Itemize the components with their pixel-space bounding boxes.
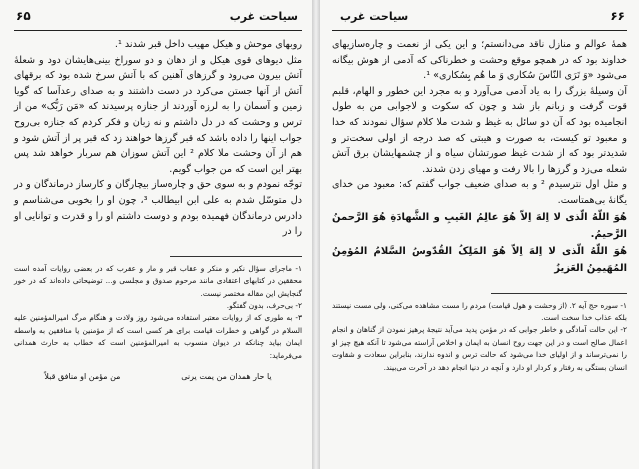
footnote-separator [170, 256, 302, 257]
right-page-number: ۶۶ [610, 9, 625, 23]
right-page-header [332, 8, 627, 31]
footnote: ۱- ماجرای سؤال نکیر و منکر و عقاب قبر و مار و عقرب که در بعضی روایات آمده است محققین در کتابهای اعتقادی مانند مرحوم صدوق و مجلسی و... توضیحاتی داده‌اند که در خور گنجایش این مقاله مختصر نیست. [14, 263, 302, 298]
right-page [320, 0, 639, 469]
footnote: ۱- سوره حج آیه ۲. (از وحشت و هول قیامت) مردم را مست مشاهده می‌کنی، ولی مست نیستند بلکه عذاب خدا سخت است. [332, 300, 627, 322]
left-footnotes [14, 263, 302, 362]
paragraph: آن وسیلهٔ بزرگ را به یاد آدمی می‌آورد و به مجرد این خطور و الهام، قلبم قوت گرفت و زبانم باز شد و چون که سکوت و لاجوابی من به طول انجامیده بود که آن دو سائل به غیظ و شدت ملا کلام سؤال نمودند که خدا و معبود تو کیست، به صورت و هیبتی که صد درجه از اولی سخت‌تر و شدیدتر بود که از شدت غیظ صورتشان سیاه و از چشمهایشان برق آتش شعله می‌زد و گرزها را بالا رفت و مهیای زدن شدند. [332, 85, 627, 175]
paragraph: توجّه نمودم و به سوی حق و چاره‌ساز بیچارگان و کارساز درماندگان و در دل متوسّل شدم به علی ابن ابیطالب ³، چون او را بخوبی می‌شناسم و دادرس درماندگان فهمیده بودم و دوست داشتم او را و قدرت و توانایی او را در [13, 179, 302, 238]
right-body-text [332, 37, 627, 277]
left-running-title: سیاحت غرب [229, 10, 298, 23]
right-footnotes [332, 300, 627, 374]
arabic-verse: هُوَ اللّهُ الّذی لا اِلهَ اِلاّ هُوَ المَلِکُ القُدّوسُ السَّلامُ المُؤمِنُ المُهَیمِنُ العَزیزُ [332, 245, 627, 274]
left-page [0, 0, 312, 469]
left-body-text [14, 37, 302, 240]
paragraph: روبهای موحش و هیکل مهیب داخل قبر شدند ¹. [114, 39, 302, 50]
arabic-verse: هُوَ اللّهُ الّذی لا اِلهَ اِلاّ هُوَ عالِمُ الغَیبِ و الشَّهادَةِ هُوَ الرَّحمنُ الرَّحیمُ. [332, 211, 627, 240]
paragraph: مثل دیوهای قوی هیکل و از دهان و دو سوراخ بینی‌هایشان دود و شعلهٔ آتش بیرون می‌رود و گرزهای آهنین که با آتش سرخ شده بود که برقهای آتش از آنها جستن می‌کرد در دست داشتند و به صدای رعدآسا که گویا زمین و آسمان را به لرزه آوردند از جنازه پرسیدند که «مَن رَبُّک» من از ترس و وحشت که در دل داشتم و نه زبان و فکر کردم که جنازه بی‌روح جواب اینها را داده باشد که قبر گرزها خواهند زد که قبر پر از آتش شود و هم از آن وحشت ملا کلام ² این آتش سوزان هم سربار خواهد شد پس بهتر این است که من جواب گویم. [14, 54, 302, 175]
paragraph: همهٔ عوالم و منازل ناقد می‌دانستم؛ و این یکی از نعمت و چاره‌سازیهای خداوند بود که در همچو موقع وحشت و خطرناکی که آدمی از هوش بیگانه می‌شود «وَ تَرَی النّاسَ سُکاری وَ ما هُم بِسُکاری» ¹. [332, 39, 627, 82]
verse-hemistich: یا حار همدان من یمت یرنی [181, 371, 272, 381]
footnote: ۲- بی‌حرف، بدون گفتگو. [226, 300, 302, 310]
verse-hemistich: من مؤمن او منافق قبلاً [44, 371, 121, 381]
right-running-title: سیاحت غرب [340, 10, 409, 23]
left-page-number: ۶۵ [16, 9, 31, 23]
left-page-header [14, 8, 302, 31]
footnote: ۳- به طوری که از روایات معتبر استفاده می‌شود روز ولادت و هنگام مرگ امیرالمؤمنین علیه السلام در گواهی و خطرات قیامت برای هر کسی است که از مؤمنین یا منافقین به واسطه ایمان بیاید چنانکه در دیوان منسوب به امیرالمؤمنین است که خطاب به حارث همدانی می‌فرماید: [14, 313, 302, 360]
footnote-separator [491, 293, 627, 294]
poem-verse [14, 372, 302, 381]
book-gutter [312, 0, 320, 469]
footnote: ۲- این حالت آمادگی و خاطر جوابی که در مؤمن پدید می‌آید نتیجهٔ پرهیز نمودن از گناهان و انجام اعمال صالح است و در این جهت روح انسان به ایمان و اخلاص آراسته می‌شود تا آنکه هیچ چیز او را نمی‌ترساند و از اولیای خدا می‌شود که حالت ترس و اندوه ندارند، بنابراین سعادت و شقاوت انسان بستگی به رفتار و کردار او دارد و آنچه در دنیا انجام دهد در آخرت می‌بیند. [332, 325, 627, 372]
paragraph: و مثل اول نترسیدم ² و به صدای ضعیف جواب گفتم که: معبود من خدای یگانهٔ بی‌همتاست. [332, 179, 627, 206]
